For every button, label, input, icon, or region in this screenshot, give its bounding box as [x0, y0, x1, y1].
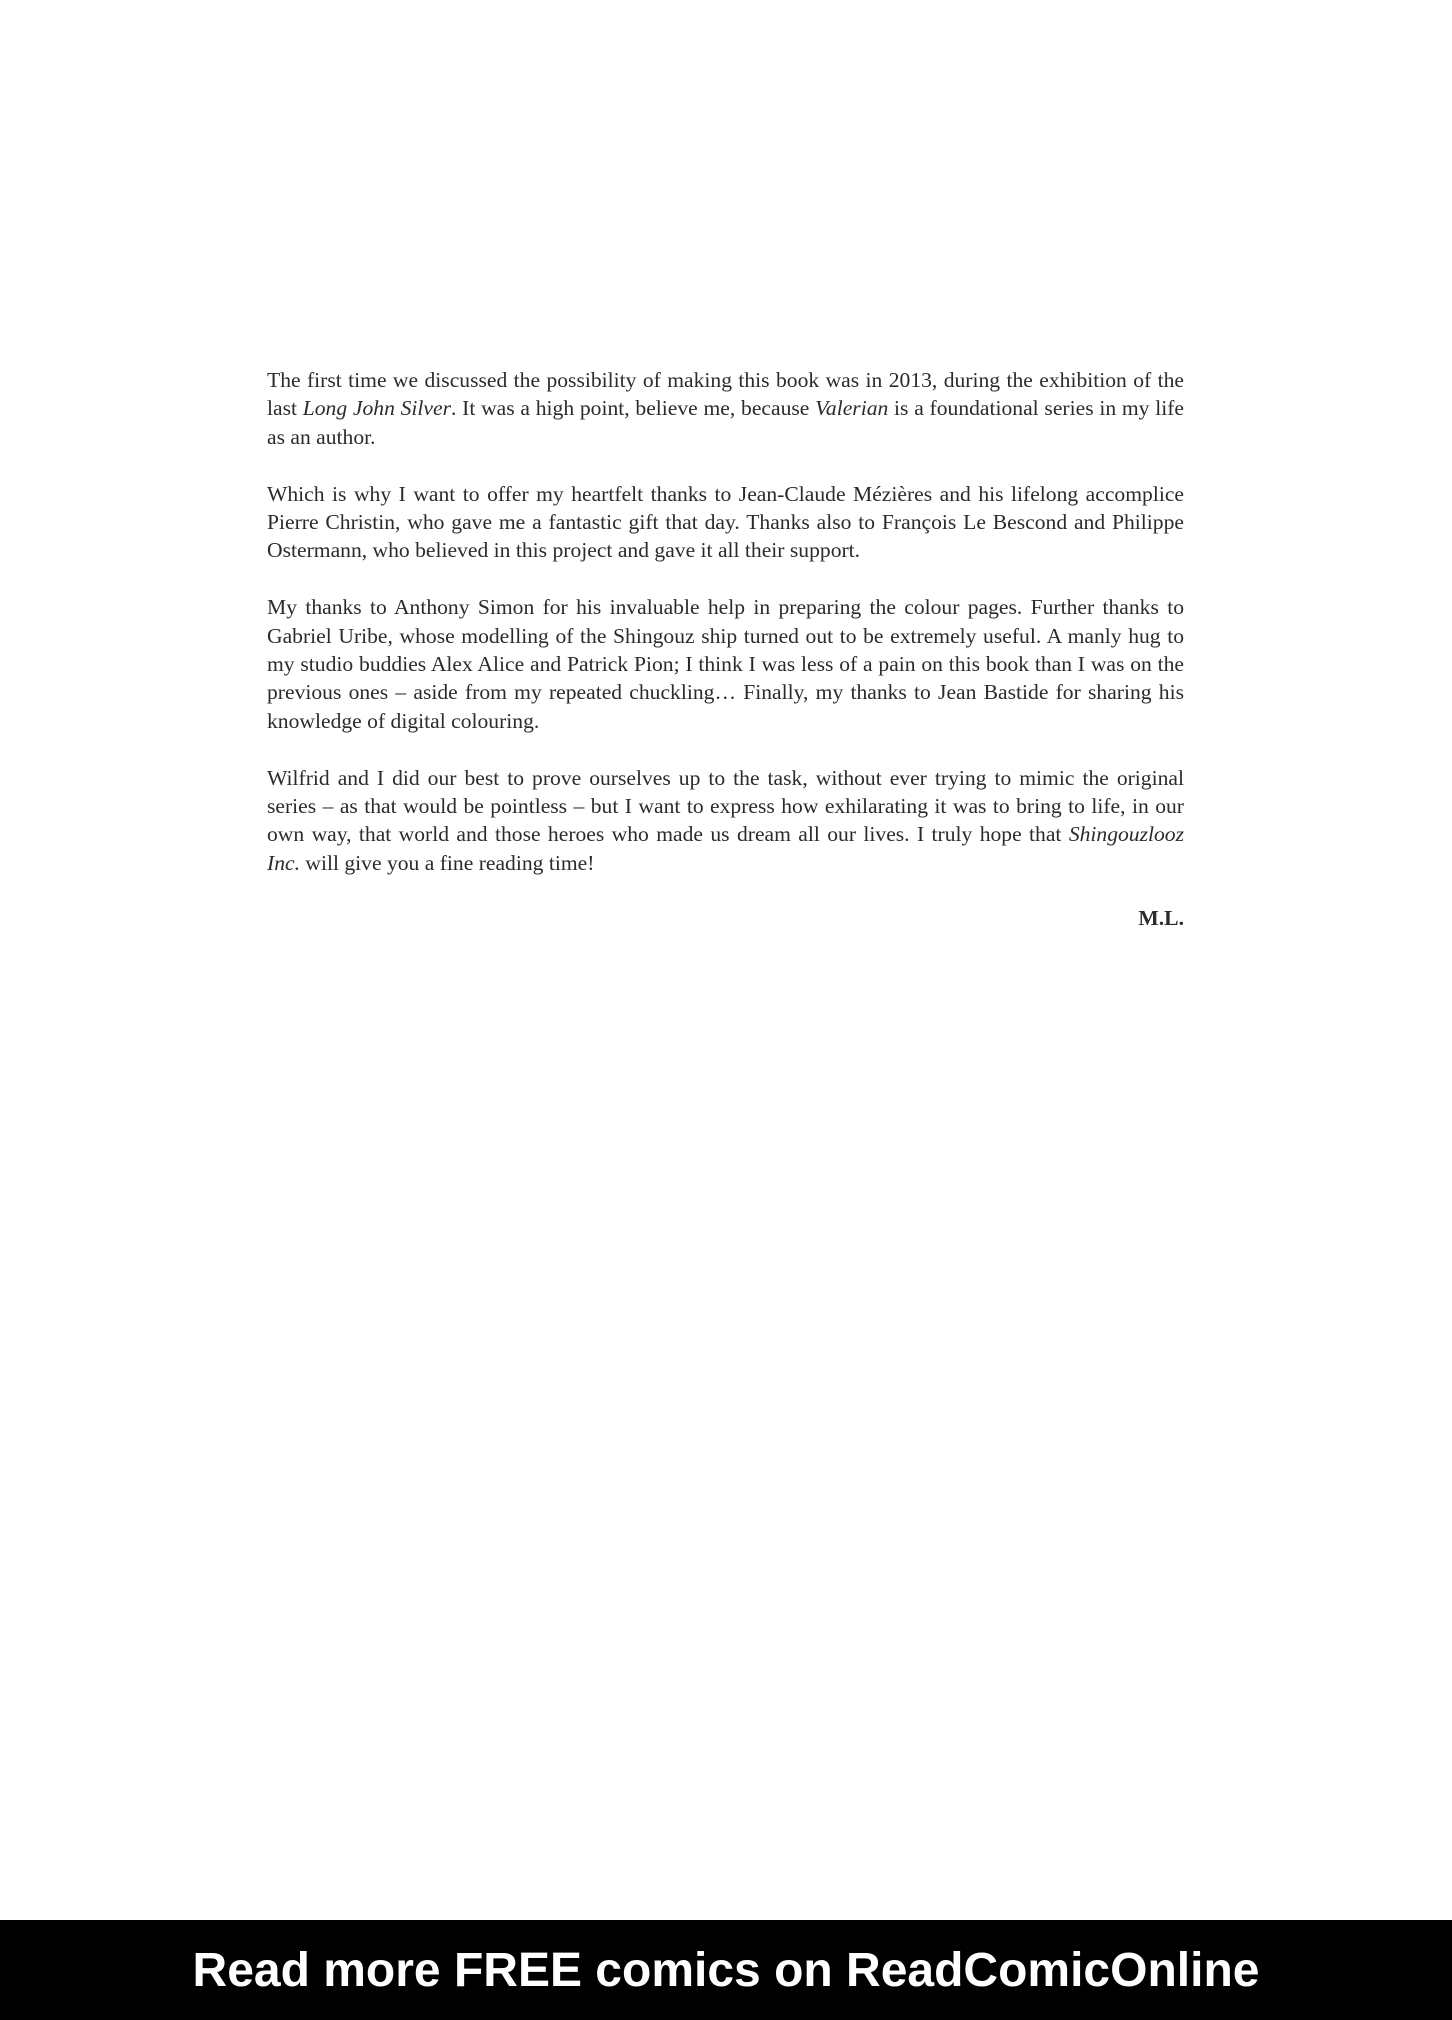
text-run: . It was a high point, believe me, because	[451, 396, 816, 421]
text-run: Wilfrid and I did our best to prove ourselves up to the task, without ever trying to mimic the original series – as that would be pointless – but I want to express how exhilarating it was to bring to life, in our own way, that world and those heroes who made us dream all our lives. I truly hope that	[267, 765, 1184, 847]
paragraph	[267, 764, 1184, 878]
italic-title: Valerian	[815, 396, 889, 421]
italic-title: Shingouzlooz Inc.	[267, 822, 1184, 875]
text-run: will give you a fine reading time!	[299, 850, 595, 875]
acknowledgements-text	[267, 366, 1184, 906]
text-run: Which is why I want to offer my heartfelt thanks to Jean-Claude Mézières and his lifelong accomplice Pierre Christin, who gave me a fantastic gift that day. Thanks also to François Le Bescond and Philippe Ostermann, who believed in this project and gave it all their support.	[267, 481, 1184, 563]
text-run: The first time we discussed the possibility of making this book was in 2013, during the exhibition of the last	[267, 368, 1184, 421]
paragraph	[267, 593, 1184, 735]
italic-title: Long John Silver	[302, 396, 451, 421]
text-run: My thanks to Anthony Simon for his invaluable help in preparing the colour pages. Further thanks to Gabriel Uribe, whose modelling of the Shingouz ship turned out to be extremely useful. A manly hug to my studio buddies Alex Alice and Patrick Pion; I think I was less of a pain on this book than I was on the previous ones – aside from my repeated chuckling… Finally, my thanks to Jean Bastide for sharing his knowledge of digital colouring.	[267, 595, 1184, 733]
text-run: is a foundational series in my life as an author.	[267, 396, 1185, 449]
promo-banner[interactable]	[0, 1920, 1452, 2020]
author-signature: M.L.	[1138, 906, 1184, 930]
paragraph	[267, 366, 1184, 451]
paragraph	[267, 480, 1184, 565]
promo-banner-text[interactable]: Read more FREE comics on ReadComicOnline	[192, 1943, 1260, 1997]
